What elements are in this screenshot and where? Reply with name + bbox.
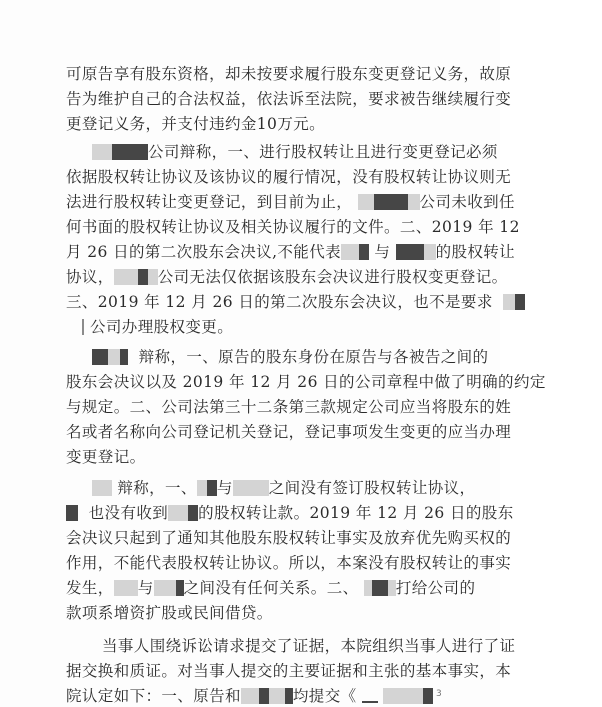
text-line: 会决议只起到了通知其他股东股权转让事实及放弃优先购买权的 bbox=[66, 529, 512, 547]
redaction-block bbox=[176, 580, 184, 596]
redaction-block bbox=[92, 480, 112, 496]
text-line: 月 26 日的第二次股东会决议,不能代表 与 的股权转让 bbox=[66, 243, 516, 261]
text-line: 公司辩称，一、进行股权转让且进行变更登记必须 bbox=[92, 142, 592, 162]
text-line: 可原告享有股东资格，却未按要求履行股东变更登记义务，故原 bbox=[66, 65, 512, 83]
redaction-block bbox=[396, 244, 424, 260]
redaction-block bbox=[388, 580, 396, 596]
redaction-block bbox=[233, 480, 269, 496]
text-line: 公司办理股权变更。 bbox=[82, 317, 582, 337]
redaction-block bbox=[108, 349, 120, 365]
text-line: 当事人围绕诉讼请求提交了证据，本院组织当事人进行了证 bbox=[102, 637, 516, 655]
redaction-block bbox=[120, 349, 128, 365]
text-line: 更登记义务，并支付违约金10万元。 bbox=[66, 115, 326, 133]
page-number: 3 bbox=[436, 689, 442, 699]
redaction-block bbox=[168, 505, 188, 521]
redaction-block bbox=[424, 244, 436, 260]
text-line: 辩称，一、 与 之间没有签订股权转让协议， bbox=[92, 478, 592, 498]
redaction-block bbox=[114, 580, 138, 596]
text-line: 款项系增资扩股或民间借贷。 bbox=[66, 604, 273, 622]
text-line: 股东会决议以及 2019 年 12 月 26 日的公司章程中做了明确的约定 bbox=[66, 373, 546, 391]
redaction-block bbox=[148, 269, 158, 285]
redaction-block bbox=[285, 688, 293, 704]
text-line: 法进行股权转让变更登记，到目前为止， 公司未收到任 bbox=[66, 193, 515, 211]
redaction-block bbox=[188, 505, 198, 521]
redaction-block bbox=[374, 194, 408, 210]
text-line: 院认定如下：一、原告和 均提交《 bbox=[66, 686, 566, 706]
redaction-block bbox=[362, 701, 378, 703]
text-line: 也没有收到 的股权转让款。2019 年 12 月 26 日的股东 bbox=[66, 503, 566, 523]
redaction-block bbox=[383, 688, 423, 704]
redaction-block bbox=[207, 480, 217, 496]
redaction-block bbox=[112, 144, 148, 160]
text-line: 依据股权转让协议及该协议的履行情况，没有股权转让协议则无 bbox=[66, 168, 512, 186]
redaction-block bbox=[341, 244, 359, 260]
text-line: 三、2019 年 12 月 26 日的第二次股东会决议，也不是要求 bbox=[66, 292, 566, 312]
redaction-block bbox=[138, 269, 148, 285]
redaction-block bbox=[92, 349, 108, 365]
text-line: 作用，不能代表股权转让协议。所以，本案没有股权转让的事实 bbox=[66, 554, 512, 572]
redaction-block bbox=[503, 294, 515, 310]
text-line: 发生， 与 之间没有任何关系。二、 打给公司的 bbox=[66, 579, 476, 597]
redaction-block bbox=[259, 688, 269, 704]
redaction-block bbox=[241, 688, 259, 704]
redaction-block bbox=[92, 144, 112, 160]
redaction-block bbox=[408, 194, 420, 210]
redaction-block bbox=[358, 194, 374, 210]
redaction-block bbox=[269, 688, 285, 704]
text-line: 变更登记。 bbox=[66, 448, 146, 466]
redaction-block bbox=[154, 580, 176, 596]
redaction-block bbox=[66, 505, 78, 521]
text-line: 与规定。二、公司法第三十二条第三款规定公司应当将股东的姓 bbox=[66, 398, 512, 416]
redaction-block bbox=[359, 244, 369, 260]
text-line: 辩称，一、原告的股东身份在原告与各被告之间的 bbox=[92, 347, 592, 367]
text-line: 据交换和质证。对当事人提交的主要证据和主张的基本事实，本 bbox=[66, 662, 512, 680]
redaction-block bbox=[423, 688, 433, 704]
text-line: 何书面的股权转让协议及相关协议履行的文件。二、2019 年 12 bbox=[66, 218, 520, 236]
text-line: 名或者名称向公司登记机关登记，登记事项发生变更的应当办理 bbox=[66, 423, 512, 441]
redaction-block bbox=[197, 480, 207, 496]
text-line: 协议， 公司无法仅依据该股东会决议进行股权变更登记。 bbox=[66, 268, 508, 286]
redaction-block bbox=[364, 580, 372, 596]
redaction-block bbox=[372, 580, 388, 596]
redaction-block bbox=[82, 319, 84, 335]
redaction-block bbox=[114, 269, 138, 285]
text-line: 告为维护自己的合法权益，依法诉至法院，要求被告继续履行变 bbox=[66, 90, 512, 108]
redaction-block bbox=[515, 294, 525, 310]
